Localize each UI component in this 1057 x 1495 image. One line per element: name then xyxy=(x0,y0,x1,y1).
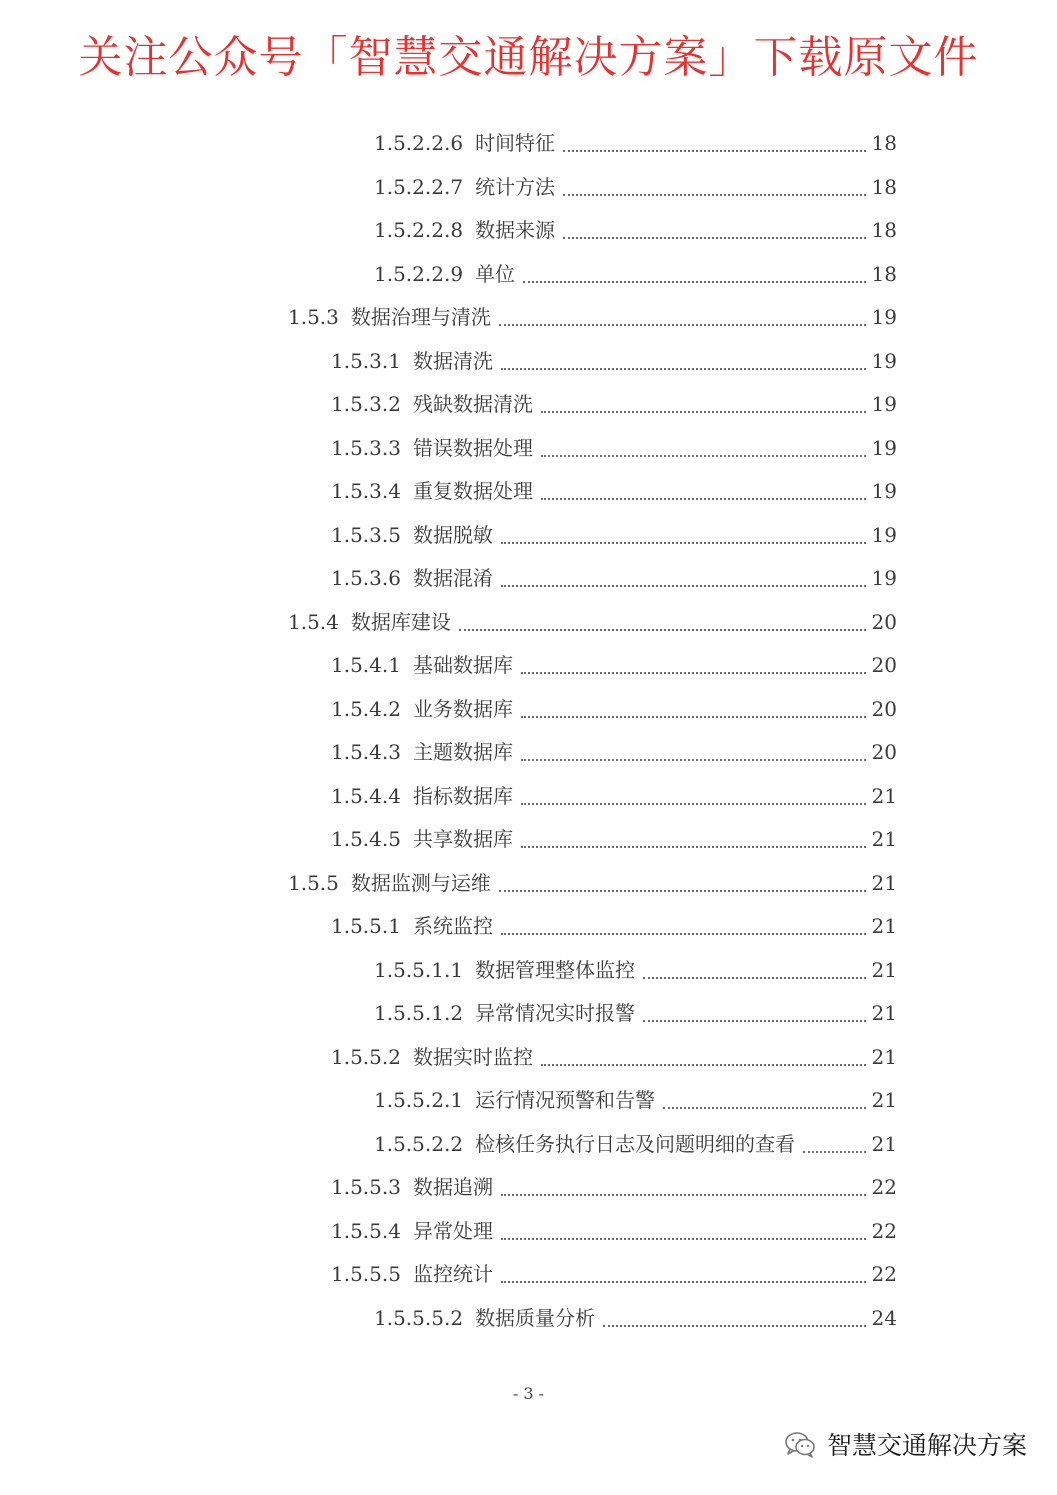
toc-entry-title: 系统监控 xyxy=(412,914,493,938)
toc-entry-number: 1.5.3.4 xyxy=(331,479,401,503)
toc-entry-title: 残缺数据清洗 xyxy=(412,392,533,416)
toc-entry-number: 1.5.2.2.8 xyxy=(374,218,464,242)
toc-entry-title: 共享数据库 xyxy=(412,827,513,851)
toc-dot-leader xyxy=(563,237,865,239)
toc-entry-title: 数据治理与清洗 xyxy=(350,305,491,329)
toc-entry-title: 单位 xyxy=(475,262,516,286)
toc-dot-leader xyxy=(501,933,866,935)
toc-entry-number: 1.5.2.2.9 xyxy=(374,262,464,286)
toc-entry-page: 18 xyxy=(871,131,897,155)
toc-entry-page: 21 xyxy=(871,784,897,808)
toc-entry[interactable] xyxy=(374,955,897,985)
toc-entry-title: 监控统计 xyxy=(412,1262,493,1286)
toc-entry[interactable] xyxy=(331,824,897,854)
toc-entry-page: 19 xyxy=(871,392,897,416)
toc-dot-leader xyxy=(501,1238,866,1240)
toc-dot-leader xyxy=(541,411,866,413)
toc-entry[interactable] xyxy=(331,781,897,811)
toc-dot-leader xyxy=(499,890,866,892)
toc-entry-page: 20 xyxy=(871,653,897,677)
toc-entry[interactable] xyxy=(374,128,897,158)
toc-dot-leader xyxy=(501,585,866,587)
toc-entry-page: 20 xyxy=(871,610,897,634)
toc-dot-leader xyxy=(501,1281,866,1283)
toc-entry-number: 1.5.5.2 xyxy=(331,1045,401,1069)
toc-entry[interactable] xyxy=(331,1259,897,1289)
toc-dot-leader xyxy=(663,1107,865,1109)
toc-entry-page: 19 xyxy=(871,566,897,590)
toc-entry-number: 1.5.5.5 xyxy=(331,1262,401,1286)
toc-entry-number: 1.5.3 xyxy=(288,305,339,329)
toc-dot-leader xyxy=(459,629,866,631)
toc-entry-title: 检核任务执行日志及问题明细的查看 xyxy=(475,1132,796,1156)
toc-dot-leader xyxy=(521,716,866,718)
toc-entry-title: 主题数据库 xyxy=(412,740,513,764)
toc-dot-leader xyxy=(501,368,866,370)
toc-entry-title: 数据管理整体监控 xyxy=(475,958,636,982)
toc-entry-page: 21 xyxy=(871,914,897,938)
wechat-watermark xyxy=(783,1426,1027,1462)
toc-entry-page: 21 xyxy=(871,1045,897,1069)
toc-entry[interactable] xyxy=(331,389,897,419)
toc-entry-number: 1.5.5.2.1 xyxy=(374,1088,464,1112)
toc-dot-leader xyxy=(603,1325,865,1327)
toc-entry-title: 数据脱敏 xyxy=(412,523,493,547)
toc-dot-leader xyxy=(541,455,866,457)
toc-entry-number: 1.5.3.3 xyxy=(331,436,401,460)
toc-entry[interactable] xyxy=(374,998,897,1028)
toc-entry-page: 24 xyxy=(871,1306,897,1330)
toc-dot-leader xyxy=(523,281,865,283)
toc-entry-number: 1.5.5.1.1 xyxy=(374,958,464,982)
toc-entry-page: 22 xyxy=(871,1262,897,1286)
toc-entry-page: 19 xyxy=(871,479,897,503)
toc-dot-leader xyxy=(563,194,865,196)
toc-entry-page: 20 xyxy=(871,740,897,764)
toc-entry-title: 数据来源 xyxy=(475,218,556,242)
toc-entry-number: 1.5.5.1 xyxy=(331,914,401,938)
toc-dot-leader xyxy=(501,1194,866,1196)
toc-dot-leader xyxy=(501,542,866,544)
toc-entry-number: 1.5.2.2.6 xyxy=(374,131,464,155)
toc-entry[interactable] xyxy=(331,476,897,506)
toc-entry-page: 21 xyxy=(871,958,897,982)
toc-entry-page: 22 xyxy=(871,1219,897,1243)
toc-entry-page: 20 xyxy=(871,697,897,721)
toc-entry[interactable] xyxy=(331,563,897,593)
download-banner: 关注公众号「智慧交通解决方案」下载原文件 xyxy=(78,32,979,83)
watermark-text: 智慧交通解决方案 xyxy=(826,1431,1027,1460)
toc-entry-number: 1.5.5.2.2 xyxy=(374,1132,464,1156)
toc-entry-page: 21 xyxy=(871,1132,897,1156)
toc-entry-title: 数据追溯 xyxy=(412,1175,493,1199)
toc-entry-number: 1.5.4 xyxy=(288,610,339,634)
toc-entry-title: 数据库建设 xyxy=(350,610,451,634)
toc-entry[interactable] xyxy=(331,520,897,550)
toc-entry-title: 异常情况实时报警 xyxy=(475,1001,636,1025)
toc-entry[interactable] xyxy=(374,1129,897,1159)
toc-entry-number: 1.5.4.2 xyxy=(331,697,401,721)
toc-entry-number: 1.5.4.1 xyxy=(331,653,401,677)
toc-entry-title: 数据清洗 xyxy=(412,349,493,373)
toc-entry-number: 1.5.3.1 xyxy=(331,349,401,373)
toc-dot-leader xyxy=(521,672,866,674)
toc-entry-title: 指标数据库 xyxy=(412,784,513,808)
toc-entry[interactable] xyxy=(331,1216,897,1246)
toc-dot-leader xyxy=(643,977,865,979)
toc-dot-leader xyxy=(521,846,866,848)
toc-entry[interactable] xyxy=(374,172,897,202)
toc-entry[interactable] xyxy=(374,259,897,289)
toc-entry-number: 1.5.3.6 xyxy=(331,566,401,590)
toc-entry-title: 异常处理 xyxy=(412,1219,493,1243)
toc-entry-number: 1.5.5.1.2 xyxy=(374,1001,464,1025)
toc-entry-page: 18 xyxy=(871,218,897,242)
toc-entry-number: 1.5.5.5.2 xyxy=(374,1306,464,1330)
toc-entry-title: 重复数据处理 xyxy=(412,479,533,503)
toc-entry-number: 1.5.5.4 xyxy=(331,1219,401,1243)
toc-entry-page: 21 xyxy=(871,1088,897,1112)
toc-entry-page: 21 xyxy=(871,827,897,851)
toc-entry[interactable] xyxy=(374,215,897,245)
toc-entry-page: 19 xyxy=(871,305,897,329)
toc-entry-page: 19 xyxy=(871,523,897,547)
toc-dot-leader xyxy=(563,150,865,152)
toc-entry[interactable] xyxy=(288,302,897,332)
toc-entry-title: 数据监测与运维 xyxy=(350,871,491,895)
toc-dot-leader xyxy=(541,1064,866,1066)
toc-entry[interactable] xyxy=(331,911,897,941)
toc-entry-title: 数据质量分析 xyxy=(475,1306,596,1330)
toc-entry-title: 错误数据处理 xyxy=(412,436,533,460)
toc-entry-number: 1.5.5 xyxy=(288,871,339,895)
toc-entry[interactable] xyxy=(331,346,897,376)
toc-entry-title: 运行情况预警和告警 xyxy=(475,1088,656,1112)
toc-dot-leader xyxy=(521,803,866,805)
toc-entry-number: 1.5.4.4 xyxy=(331,784,401,808)
toc-entry-title: 数据实时监控 xyxy=(412,1045,533,1069)
toc-entry-page: 19 xyxy=(871,436,897,460)
toc-entry-title: 数据混淆 xyxy=(412,566,493,590)
toc-entry-number: 1.5.4.3 xyxy=(331,740,401,764)
page-number: - 3 - xyxy=(512,1384,545,1403)
toc-entry-number: 1.5.5.3 xyxy=(331,1175,401,1199)
toc-entry-title: 业务数据库 xyxy=(412,697,513,721)
toc-entry[interactable] xyxy=(288,868,897,898)
toc-entry-title: 基础数据库 xyxy=(412,653,513,677)
toc-dot-leader xyxy=(499,324,866,326)
toc-entry-page: 18 xyxy=(871,175,897,199)
toc-entry-page: 21 xyxy=(871,871,897,895)
toc-entry-number: 1.5.3.2 xyxy=(331,392,401,416)
toc-entry-number: 1.5.3.5 xyxy=(331,523,401,547)
toc-dot-leader xyxy=(803,1151,865,1153)
toc-dot-leader xyxy=(541,498,866,500)
toc-entry-number: 1.5.4.5 xyxy=(331,827,401,851)
toc-entry-title: 时间特征 xyxy=(475,131,556,155)
toc-dot-leader xyxy=(521,759,866,761)
toc-dot-leader xyxy=(643,1020,865,1022)
toc-entry[interactable] xyxy=(331,694,897,724)
toc-entry[interactable] xyxy=(331,433,897,463)
toc-entry-title: 统计方法 xyxy=(475,175,556,199)
toc-entry[interactable] xyxy=(331,1172,897,1202)
toc-entry-page: 19 xyxy=(871,349,897,373)
toc-entry-page: 22 xyxy=(871,1175,897,1199)
toc-entry[interactable] xyxy=(331,650,897,680)
wechat-icon xyxy=(783,1429,817,1459)
toc-entry-page: 21 xyxy=(871,1001,897,1025)
toc-entry-page: 18 xyxy=(871,262,897,286)
toc-entry[interactable] xyxy=(288,607,897,637)
toc-entry-number: 1.5.2.2.7 xyxy=(374,175,464,199)
toc-entry[interactable] xyxy=(374,1085,897,1115)
toc-entry[interactable] xyxy=(374,1303,897,1333)
toc-entry[interactable] xyxy=(331,1042,897,1072)
toc-entry[interactable] xyxy=(331,737,897,767)
